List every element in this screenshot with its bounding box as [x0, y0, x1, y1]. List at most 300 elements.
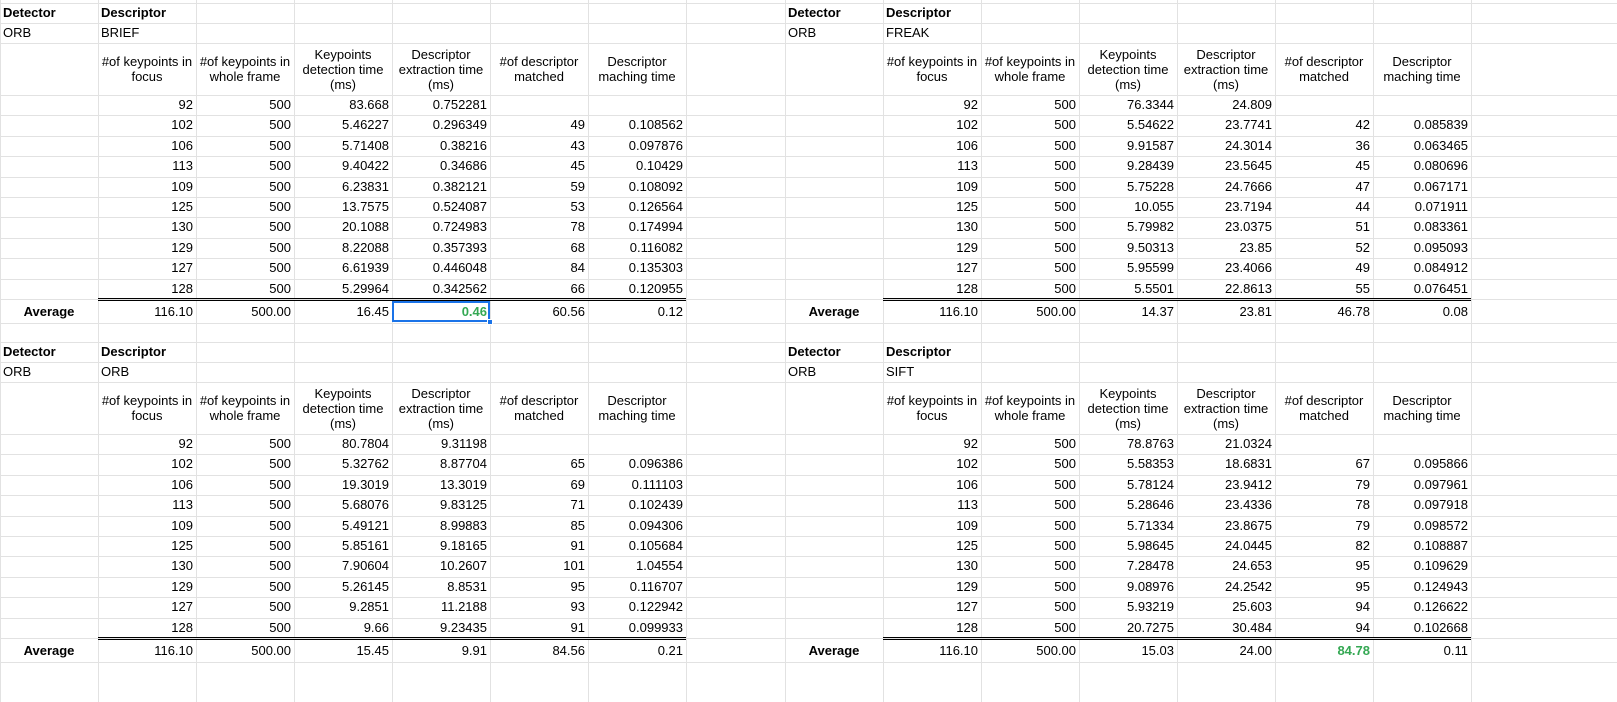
- table-cell[interactable]: 78.8763: [1127, 436, 1174, 451]
- average-cell[interactable]: 500.00: [251, 304, 291, 319]
- table-cell[interactable]: 8.8531: [447, 579, 487, 594]
- table-cell[interactable]: 0.122942: [628, 599, 683, 614]
- table-cell[interactable]: 0.099933: [628, 620, 683, 635]
- table-cell[interactable]: 128: [171, 281, 193, 296]
- table-cell[interactable]: 51: [1355, 219, 1370, 234]
- table-cell[interactable]: 84: [570, 260, 585, 275]
- table-cell[interactable]: 109: [171, 179, 193, 194]
- column-header[interactable]: Keypoints detection time (ms): [302, 385, 384, 431]
- table-cell[interactable]: 130: [171, 558, 193, 573]
- table-cell[interactable]: 500: [269, 620, 291, 635]
- average-cell[interactable]: 500.00: [1036, 643, 1076, 658]
- descriptor-label[interactable]: Descriptor: [101, 5, 167, 20]
- descriptor-value[interactable]: FREAK: [886, 25, 930, 40]
- average-cell[interactable]: 24.00: [1239, 643, 1272, 658]
- column-header[interactable]: #of descriptor matched: [1284, 393, 1364, 423]
- column-header[interactable]: Descriptor extraction time (ms): [398, 46, 484, 92]
- table-cell[interactable]: 0.752281: [432, 97, 487, 112]
- table-cell[interactable]: 9.31198: [440, 436, 487, 451]
- table-cell[interactable]: 130: [171, 219, 193, 234]
- table-cell[interactable]: 5.32762: [342, 456, 389, 471]
- table-cell[interactable]: 0.098572: [1413, 518, 1468, 533]
- column-header[interactable]: #of keypoints in whole frame: [199, 393, 291, 423]
- table-cell[interactable]: 129: [171, 240, 193, 255]
- descriptor-label[interactable]: Descriptor: [101, 344, 167, 359]
- table-cell[interactable]: 55: [1355, 281, 1370, 296]
- table-cell[interactable]: 129: [956, 240, 978, 255]
- table-cell[interactable]: 0.094306: [628, 518, 683, 533]
- table-cell[interactable]: 0.38216: [440, 138, 487, 153]
- table-cell[interactable]: 102: [956, 456, 978, 471]
- table-cell[interactable]: 113: [172, 158, 193, 173]
- table-cell[interactable]: 92: [963, 97, 978, 112]
- table-cell[interactable]: 59: [570, 179, 585, 194]
- descriptor-value[interactable]: ORB: [101, 364, 130, 379]
- column-header[interactable]: #of keypoints in focus: [101, 393, 193, 423]
- table-cell[interactable]: 92: [178, 436, 193, 451]
- detector-value[interactable]: ORB: [3, 25, 32, 40]
- table-cell[interactable]: 20.1088: [342, 219, 389, 234]
- table-cell[interactable]: 500: [1054, 179, 1076, 194]
- table-cell[interactable]: 5.49121: [342, 518, 389, 533]
- table-cell[interactable]: 85: [570, 518, 585, 533]
- column-header[interactable]: #of keypoints in focus: [101, 54, 193, 84]
- table-cell[interactable]: 0.108092: [628, 179, 683, 194]
- table-cell[interactable]: 500: [269, 260, 291, 275]
- table-cell[interactable]: 109: [956, 518, 978, 533]
- detector-label[interactable]: Detector: [3, 344, 56, 359]
- table-cell[interactable]: 0.097876: [628, 138, 683, 153]
- table-cell[interactable]: 94: [1355, 620, 1370, 635]
- table-cell[interactable]: 5.98645: [1127, 538, 1174, 553]
- table-cell[interactable]: 0.120955: [628, 281, 683, 296]
- table-cell[interactable]: 10.2607: [440, 558, 487, 573]
- average-cell[interactable]: 116.10: [939, 643, 978, 658]
- table-cell[interactable]: 21.0324: [1225, 436, 1272, 451]
- table-cell[interactable]: 9.91587: [1127, 138, 1174, 153]
- column-header[interactable]: Descriptor maching time: [1383, 393, 1461, 423]
- table-cell[interactable]: 0.071911: [1414, 199, 1468, 214]
- table-cell[interactable]: 106: [171, 477, 193, 492]
- table-cell[interactable]: [588, 434, 686, 454]
- table-cell[interactable]: 128: [956, 620, 978, 635]
- table-cell[interactable]: 9.40422: [342, 158, 389, 173]
- table-cell[interactable]: 9.18165: [440, 538, 487, 553]
- table-cell[interactable]: 125: [956, 199, 978, 214]
- table-cell[interactable]: 500: [1054, 260, 1076, 275]
- table-cell[interactable]: 500: [269, 518, 291, 533]
- table-cell[interactable]: 78: [570, 219, 585, 234]
- table-cell[interactable]: 20.7275: [1127, 620, 1174, 635]
- table-cell[interactable]: 500: [1054, 620, 1076, 635]
- average-cell[interactable]: 9.91: [461, 643, 487, 658]
- detector-value[interactable]: ORB: [3, 364, 32, 379]
- column-header[interactable]: Keypoints detection time (ms): [302, 46, 384, 92]
- table-cell[interactable]: [1373, 95, 1471, 115]
- column-header[interactable]: Descriptor maching time: [598, 393, 676, 423]
- table-cell[interactable]: 500: [1054, 436, 1076, 451]
- table-cell[interactable]: 0.105684: [628, 538, 683, 553]
- table-cell[interactable]: 0.446048: [432, 260, 487, 275]
- column-header[interactable]: #of descriptor matched: [1284, 54, 1364, 84]
- table-cell[interactable]: 23.9412: [1225, 477, 1272, 492]
- table-cell[interactable]: 0.108887: [1413, 538, 1468, 553]
- table-cell[interactable]: 102: [171, 117, 193, 132]
- table-cell[interactable]: 0.096386: [628, 456, 683, 471]
- table-cell[interactable]: 5.28646: [1127, 497, 1174, 512]
- column-header[interactable]: #of keypoints in focus: [886, 54, 978, 84]
- average-cell[interactable]: 23.81: [1239, 304, 1272, 319]
- selected-average-cell[interactable]: 0.46: [392, 301, 490, 322]
- table-cell[interactable]: 5.71334: [1127, 518, 1174, 533]
- table-cell[interactable]: 80.7804: [342, 436, 389, 451]
- table-cell[interactable]: 125: [956, 538, 978, 553]
- table-cell[interactable]: 69: [570, 477, 585, 492]
- table-cell[interactable]: 500: [1054, 117, 1076, 132]
- table-cell[interactable]: [1275, 95, 1373, 115]
- table-cell[interactable]: 500: [1054, 97, 1076, 112]
- table-cell[interactable]: 0.296349: [432, 117, 487, 132]
- column-header[interactable]: Keypoints detection time (ms): [1087, 385, 1169, 431]
- table-cell[interactable]: 500: [1054, 518, 1076, 533]
- table-cell[interactable]: 500: [1054, 579, 1076, 594]
- table-cell[interactable]: [1373, 434, 1471, 454]
- table-cell[interactable]: 95: [570, 579, 585, 594]
- table-cell[interactable]: 7.28478: [1127, 558, 1174, 573]
- table-cell[interactable]: 500: [269, 579, 291, 594]
- table-cell[interactable]: 0.083361: [1413, 219, 1468, 234]
- table-cell[interactable]: 500: [1054, 158, 1076, 173]
- table-cell[interactable]: 9.50313: [1127, 240, 1174, 255]
- column-header[interactable]: #of keypoints in focus: [886, 393, 978, 423]
- table-cell[interactable]: 5.79982: [1127, 219, 1174, 234]
- table-cell[interactable]: 78: [1355, 497, 1370, 512]
- table-cell[interactable]: 23.0375: [1225, 219, 1272, 234]
- descriptor-value[interactable]: SIFT: [886, 364, 915, 379]
- table-cell[interactable]: 500: [269, 199, 291, 214]
- table-cell[interactable]: 500: [269, 558, 291, 573]
- average-cell[interactable]: 14.37: [1141, 304, 1174, 319]
- table-cell[interactable]: 5.29964: [342, 281, 389, 296]
- table-cell[interactable]: 44: [1355, 199, 1370, 214]
- table-cell[interactable]: 67: [1355, 456, 1370, 471]
- table-cell[interactable]: 106: [171, 138, 193, 153]
- table-cell[interactable]: 65: [570, 456, 585, 471]
- descriptor-value[interactable]: BRIEF: [101, 25, 140, 40]
- table-cell[interactable]: 0.126622: [1413, 599, 1468, 614]
- table-cell[interactable]: 23.4066: [1225, 260, 1272, 275]
- table-cell[interactable]: 0.10429: [636, 158, 683, 173]
- table-cell[interactable]: 500: [269, 117, 291, 132]
- table-cell[interactable]: 1.04554: [636, 558, 683, 573]
- table-cell[interactable]: 5.26145: [342, 579, 389, 594]
- column-header[interactable]: Descriptor extraction time (ms): [1183, 385, 1269, 431]
- table-cell[interactable]: 0.342562: [432, 281, 487, 296]
- table-cell[interactable]: 24.2542: [1225, 579, 1272, 594]
- table-cell[interactable]: 7.90604: [342, 558, 389, 573]
- detector-value[interactable]: ORB: [788, 364, 817, 379]
- column-header[interactable]: #of keypoints in whole frame: [199, 54, 291, 84]
- table-cell[interactable]: 24.653: [1232, 558, 1272, 573]
- table-cell[interactable]: 500: [269, 97, 291, 112]
- table-cell[interactable]: 0.102439: [628, 497, 683, 512]
- table-cell[interactable]: 8.87704: [440, 456, 487, 471]
- table-cell[interactable]: 0.116707: [629, 579, 683, 594]
- average-cell[interactable]: 46.78: [1337, 304, 1370, 319]
- table-cell[interactable]: 83.668: [349, 97, 389, 112]
- table-cell[interactable]: 9.66: [363, 620, 389, 635]
- table-cell[interactable]: 0.084912: [1413, 260, 1468, 275]
- table-cell[interactable]: 130: [956, 558, 978, 573]
- table-cell[interactable]: 0.135303: [628, 260, 683, 275]
- table-cell[interactable]: 36: [1355, 138, 1370, 153]
- table-cell[interactable]: 95: [1355, 579, 1370, 594]
- table-cell[interactable]: 0.109629: [1413, 558, 1468, 573]
- table-cell[interactable]: 23.85: [1239, 240, 1272, 255]
- table-cell[interactable]: 9.08976: [1127, 579, 1174, 594]
- average-cell[interactable]: 116.10: [154, 643, 193, 658]
- table-cell[interactable]: 93: [570, 599, 585, 614]
- table-cell[interactable]: 5.95599: [1127, 260, 1174, 275]
- average-cell[interactable]: 0.11: [1443, 643, 1468, 658]
- table-cell[interactable]: 92: [963, 436, 978, 451]
- table-cell[interactable]: 0.095866: [1413, 456, 1468, 471]
- table-cell[interactable]: 19.3019: [342, 477, 389, 492]
- table-cell[interactable]: 500: [269, 281, 291, 296]
- table-cell[interactable]: 500: [1054, 240, 1076, 255]
- table-cell[interactable]: 128: [956, 281, 978, 296]
- average-cell[interactable]: 500.00: [1036, 304, 1076, 319]
- table-cell[interactable]: 0.124943: [1413, 579, 1468, 594]
- table-cell[interactable]: 9.2851: [349, 599, 389, 614]
- table-cell[interactable]: 24.0445: [1225, 538, 1272, 553]
- table-cell[interactable]: 94: [1355, 599, 1370, 614]
- table-cell[interactable]: 0.076451: [1413, 281, 1468, 296]
- table-cell[interactable]: 49: [570, 117, 585, 132]
- table-cell[interactable]: 500: [269, 436, 291, 451]
- table-cell[interactable]: 0.102668: [1413, 620, 1468, 635]
- table-cell[interactable]: 23.8675: [1225, 518, 1272, 533]
- table-cell[interactable]: 6.23831: [342, 179, 389, 194]
- table-cell[interactable]: 127: [956, 260, 978, 275]
- table-cell[interactable]: 500: [1054, 558, 1076, 573]
- table-cell[interactable]: 106: [956, 138, 978, 153]
- table-cell[interactable]: 500: [269, 158, 291, 173]
- table-cell[interactable]: 113: [957, 497, 978, 512]
- table-cell[interactable]: 500: [269, 456, 291, 471]
- table-cell[interactable]: 0.085839: [1413, 117, 1468, 132]
- average-cell[interactable]: 116.10: [939, 304, 978, 319]
- table-cell[interactable]: 91: [570, 538, 585, 553]
- average-cell[interactable]: 0.21: [657, 643, 683, 658]
- table-cell[interactable]: 8.22088: [342, 240, 389, 255]
- table-cell[interactable]: 0.063465: [1413, 138, 1468, 153]
- table-cell[interactable]: 500: [269, 538, 291, 553]
- table-cell[interactable]: 109: [171, 518, 193, 533]
- table-cell[interactable]: 79: [1355, 518, 1370, 533]
- table-cell[interactable]: 68: [570, 240, 585, 255]
- column-header[interactable]: Descriptor maching time: [598, 54, 676, 84]
- table-cell[interactable]: 24.7666: [1225, 179, 1272, 194]
- table-cell[interactable]: 5.46227: [342, 117, 389, 132]
- table-cell[interactable]: 76.3344: [1127, 97, 1174, 112]
- table-cell[interactable]: 0.097961: [1413, 477, 1468, 492]
- table-cell[interactable]: 500: [1054, 281, 1076, 296]
- table-cell[interactable]: 9.23435: [440, 620, 487, 635]
- table-cell[interactable]: 0.095093: [1413, 240, 1468, 255]
- table-cell[interactable]: 109: [956, 179, 978, 194]
- table-cell[interactable]: 9.28439: [1127, 158, 1174, 173]
- table-cell[interactable]: 0.108562: [628, 117, 683, 132]
- table-cell[interactable]: 129: [956, 579, 978, 594]
- detector-value[interactable]: ORB: [788, 25, 817, 40]
- table-cell[interactable]: 500: [269, 599, 291, 614]
- table-cell[interactable]: 125: [171, 538, 193, 553]
- table-cell[interactable]: 0.126564: [628, 199, 683, 214]
- column-header[interactable]: Descriptor maching time: [1383, 54, 1461, 84]
- table-cell[interactable]: 500: [1054, 219, 1076, 234]
- table-cell[interactable]: 127: [171, 599, 193, 614]
- table-cell[interactable]: 0.724983: [432, 219, 487, 234]
- table-cell[interactable]: 30.484: [1232, 620, 1272, 635]
- table-cell[interactable]: 0.097918: [1413, 497, 1468, 512]
- column-header[interactable]: Keypoints detection time (ms): [1087, 46, 1169, 92]
- table-cell[interactable]: 500: [1054, 199, 1076, 214]
- table-cell[interactable]: 0.080696: [1413, 158, 1468, 173]
- table-cell[interactable]: 5.5501: [1134, 281, 1174, 296]
- table-cell[interactable]: 102: [956, 117, 978, 132]
- table-cell[interactable]: 49: [1355, 260, 1370, 275]
- table-cell[interactable]: 52: [1355, 240, 1370, 255]
- table-cell[interactable]: 0.111103: [631, 477, 683, 492]
- table-cell[interactable]: 101: [563, 558, 585, 573]
- average-cell[interactable]: 0.08: [1442, 304, 1468, 319]
- table-cell[interactable]: [490, 434, 588, 454]
- table-cell[interactable]: 130: [956, 219, 978, 234]
- table-cell[interactable]: 127: [956, 599, 978, 614]
- table-cell[interactable]: 5.71408: [342, 138, 389, 153]
- average-label[interactable]: Average: [808, 643, 860, 658]
- table-cell[interactable]: 5.58353: [1127, 456, 1174, 471]
- table-cell[interactable]: 500: [1054, 138, 1076, 153]
- table-cell[interactable]: 500: [269, 179, 291, 194]
- table-cell[interactable]: 500: [269, 219, 291, 234]
- table-cell[interactable]: 23.7741: [1225, 117, 1272, 132]
- descriptor-label[interactable]: Descriptor: [886, 344, 952, 359]
- table-cell[interactable]: 79: [1355, 477, 1370, 492]
- column-header[interactable]: #of keypoints in whole frame: [984, 393, 1076, 423]
- table-cell[interactable]: 5.54622: [1127, 117, 1174, 132]
- table-cell[interactable]: 125: [171, 199, 193, 214]
- average-label[interactable]: Average: [23, 304, 75, 319]
- table-cell[interactable]: 500: [269, 138, 291, 153]
- detector-label[interactable]: Detector: [3, 5, 56, 20]
- average-label[interactable]: Average: [808, 304, 860, 319]
- table-cell[interactable]: 106: [956, 477, 978, 492]
- table-cell[interactable]: 0.524087: [432, 199, 487, 214]
- detector-label[interactable]: Detector: [788, 344, 841, 359]
- table-cell[interactable]: [588, 95, 686, 115]
- table-cell[interactable]: 0.174994: [628, 219, 683, 234]
- table-cell[interactable]: 128: [171, 620, 193, 635]
- table-cell[interactable]: 102: [171, 456, 193, 471]
- table-cell[interactable]: 71: [570, 497, 585, 512]
- table-cell[interactable]: 95: [1355, 558, 1370, 573]
- average-cell[interactable]: 16.45: [356, 304, 389, 319]
- table-cell[interactable]: 500: [1054, 538, 1076, 553]
- table-cell[interactable]: 53: [570, 199, 585, 214]
- table-cell[interactable]: 113: [957, 158, 978, 173]
- average-cell[interactable]: 15.45: [356, 643, 389, 658]
- table-cell[interactable]: 23.5645: [1225, 158, 1272, 173]
- table-cell[interactable]: 500: [1054, 497, 1076, 512]
- average-cell[interactable]: 500.00: [251, 643, 291, 658]
- table-cell[interactable]: 45: [1355, 158, 1370, 173]
- table-cell[interactable]: [490, 95, 588, 115]
- table-cell[interactable]: 43: [570, 138, 585, 153]
- table-cell[interactable]: 0.34686: [440, 158, 487, 173]
- table-cell[interactable]: 500: [1054, 456, 1076, 471]
- table-cell[interactable]: 6.61939: [342, 260, 389, 275]
- highlighted-average-cell[interactable]: 84.78: [1337, 643, 1370, 658]
- table-cell[interactable]: 82: [1355, 538, 1370, 553]
- table-cell[interactable]: 500: [269, 497, 291, 512]
- average-cell[interactable]: 84.56: [552, 643, 585, 658]
- column-header[interactable]: Descriptor extraction time (ms): [1183, 46, 1269, 92]
- average-cell[interactable]: 0.12: [657, 304, 683, 319]
- table-cell[interactable]: 13.7575: [342, 199, 389, 214]
- table-cell[interactable]: 45: [570, 158, 585, 173]
- table-cell[interactable]: 0.067171: [1413, 179, 1468, 194]
- table-cell[interactable]: 129: [171, 579, 193, 594]
- table-cell[interactable]: 9.83125: [440, 497, 487, 512]
- column-header[interactable]: Descriptor extraction time (ms): [398, 385, 484, 431]
- table-cell[interactable]: 23.7194: [1225, 199, 1272, 214]
- table-cell[interactable]: 24.809: [1232, 97, 1272, 112]
- table-cell[interactable]: 25.603: [1232, 599, 1272, 614]
- table-cell[interactable]: 500: [1054, 599, 1076, 614]
- table-cell[interactable]: 18.6831: [1225, 456, 1272, 471]
- descriptor-label[interactable]: Descriptor: [886, 5, 952, 20]
- table-cell[interactable]: 0.116082: [629, 240, 683, 255]
- column-header[interactable]: #of keypoints in whole frame: [984, 54, 1076, 84]
- table-cell[interactable]: 0.382121: [432, 179, 487, 194]
- table-cell[interactable]: 22.8613: [1225, 281, 1272, 296]
- table-cell[interactable]: 24.3014: [1225, 138, 1272, 153]
- table-cell[interactable]: 23.4336: [1225, 497, 1272, 512]
- table-cell[interactable]: 5.93219: [1127, 599, 1174, 614]
- table-cell[interactable]: 0.357393: [432, 240, 487, 255]
- table-cell[interactable]: 47: [1355, 179, 1370, 194]
- table-cell[interactable]: 5.68076: [342, 497, 389, 512]
- table-cell[interactable]: 5.78124: [1127, 477, 1174, 492]
- table-cell[interactable]: 5.75228: [1127, 179, 1174, 194]
- table-cell[interactable]: 5.85161: [342, 538, 389, 553]
- table-cell[interactable]: 92: [178, 97, 193, 112]
- average-cell[interactable]: 116.10: [154, 304, 193, 319]
- average-cell[interactable]: 60.56: [552, 304, 585, 319]
- table-cell[interactable]: 10.055: [1134, 199, 1174, 214]
- table-cell[interactable]: 500: [269, 240, 291, 255]
- table-cell[interactable]: [1275, 434, 1373, 454]
- column-header[interactable]: #of descriptor matched: [499, 393, 579, 423]
- table-cell[interactable]: 11.2188: [440, 599, 487, 614]
- table-cell[interactable]: 8.99883: [440, 518, 487, 533]
- detector-label[interactable]: Detector: [788, 5, 841, 20]
- table-cell[interactable]: 13.3019: [440, 477, 487, 492]
- average-label[interactable]: Average: [23, 643, 75, 658]
- table-cell[interactable]: 127: [171, 260, 193, 275]
